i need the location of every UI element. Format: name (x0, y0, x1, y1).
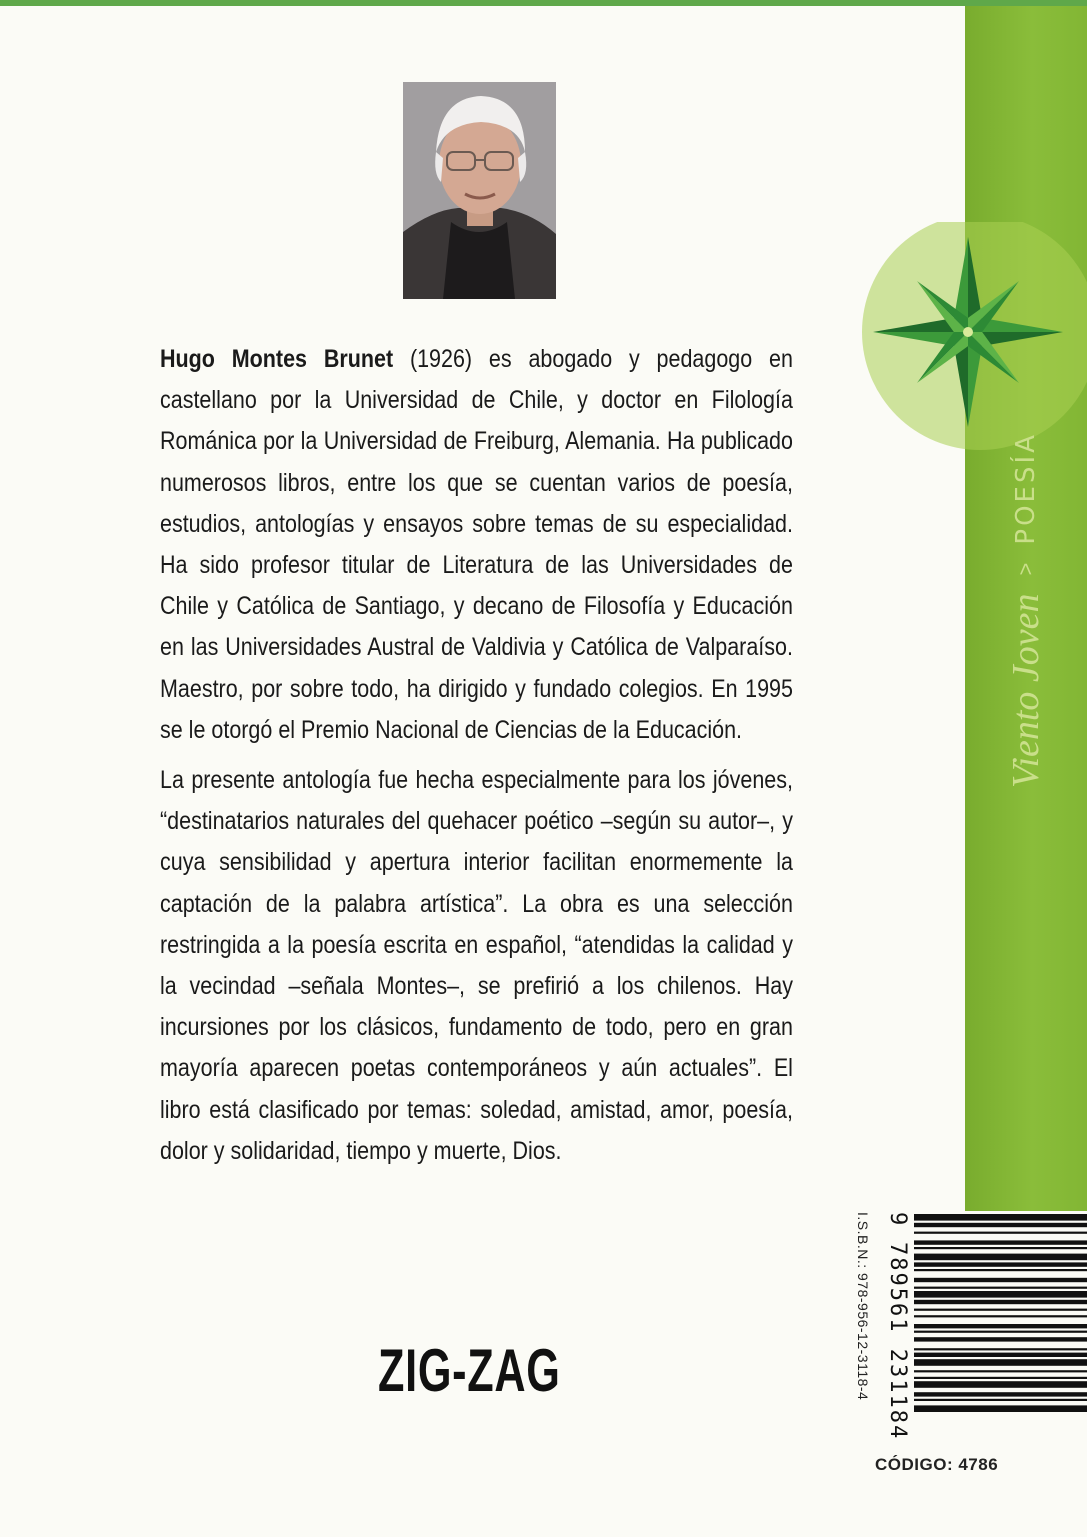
author-bio (160, 339, 793, 1172)
product-code: CÓDIGO: 4786 (875, 1455, 999, 1474)
author-portrait-icon (403, 82, 556, 299)
compass-rose-icon (858, 222, 1087, 452)
isbn-number: I.S.B.N.: 978-956-12-3118-4 (855, 1212, 871, 1401)
bio-paragraph-1 (160, 339, 793, 751)
barcode-digits (884, 1212, 914, 1442)
series-separator: > (1013, 562, 1038, 576)
series-genre: POESÍA (1011, 432, 1041, 545)
publisher-logo: ZIG-ZAG (378, 1337, 561, 1404)
barcode-icon (914, 1212, 1087, 1442)
author-name: Hugo Montes Brunet (160, 345, 394, 373)
barcode-first-digit: 9 (885, 1212, 910, 1226)
series-title (1004, 432, 1048, 788)
bio-paragraph-1-text: (1926) es abogado y pedagogo en castellano por la Universidad de Chile, y doctor en Filología Románica por la Universidad de Freiburg, Alemania. Ha publicado numerosos libros, entre los que se cuentan varios de poesía, estudios, antologías y ensayos sobre temas de su especialidad. Ha sido profesor titular de Literatura de las Universidades de Chile y Católica de Santiago, y decano de Filosofía y Educación en las Universidades Austral de Valdivia y Católica de Valparaíso. Maestro, por sobre todo, ha dirigido y fundado colegios. En 1995 se le otorgó el Premio Nacional de Ciencias de la Educación. (160, 345, 793, 744)
bio-paragraph-2: La presente antología fue hecha especialmente para los jóvenes, “destinatarios naturales del quehacer poético –según su autor–, y cuya sensibilidad y apertura interior facilitan enormemente la captación de la palabra artística”. La obra es una selección restringida a la poesía escrita en español, “atendidas la calidad y la vecindad –señala Montes–, se prefirió a los chilenos. Hay incursiones por los clásicos, fundamento de todo, pero en gran mayoría aparecen poetas contemporáneos y aún actuales”. El libro está clasificado por temas: soledad, amistad, amor, poesía, dolor y solidaridad, tiempo y muerte, Dios. (160, 766, 793, 1165)
series-name: Viento Joven (1005, 593, 1047, 788)
author-photo (403, 82, 556, 299)
barcode-digit-groups: 789561 231184 (885, 1242, 910, 1441)
top-green-strip (0, 0, 1087, 6)
isbn-label (853, 1212, 879, 1442)
